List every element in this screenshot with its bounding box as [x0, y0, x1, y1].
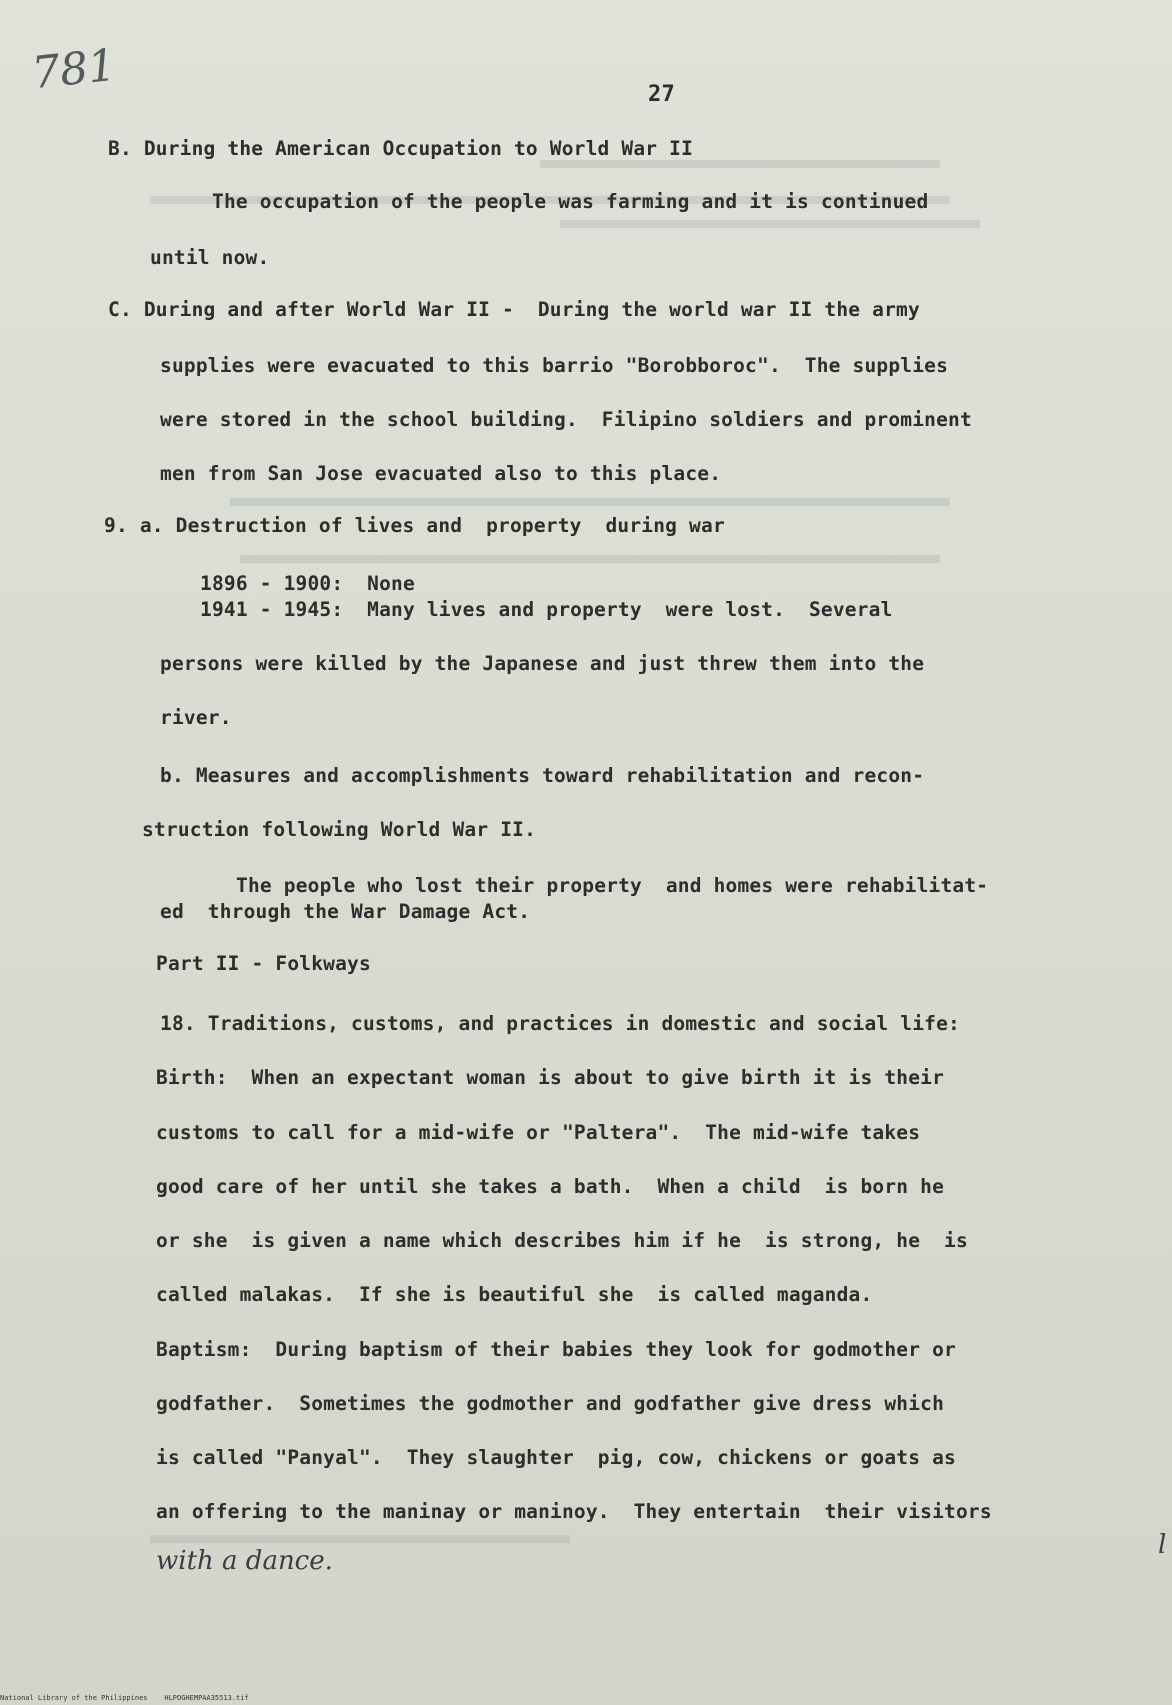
section-c-heading: C. During and after World War II - During the world war II the army	[108, 298, 920, 321]
section-c-text: were stored in the school building. Filipino soldiers and prominent	[160, 408, 972, 431]
question-9a-text: persons were killed by the Japanese and just threw them into the	[160, 652, 925, 675]
bleed-through-mark	[150, 1535, 570, 1543]
baptism-paragraph: is called "Panyal". They slaughter pig, cow, chickens or goats as	[156, 1446, 956, 1469]
question-9b-text: ed through the War Damage Act.	[160, 900, 531, 923]
section-b-heading: B. During the American Occupation to World War II	[108, 137, 694, 160]
birth-paragraph: called malakas. If she is beautiful she is called maganda.	[156, 1283, 873, 1306]
footer-source: National Library of the Philippines HLPOGHEMPAA35513.tif	[0, 1694, 249, 1702]
baptism-paragraph: godfather. Sometimes the godmother and godfather give dress which	[156, 1392, 945, 1415]
birth-paragraph: good care of her until she takes a bath. When a child is born he	[156, 1175, 945, 1198]
question-9a-heading: 9. a. Destruction of lives and property during war	[104, 514, 725, 537]
handwritten-closing-line: with a dance.	[156, 1546, 333, 1576]
birth-paragraph: customs to call for a mid-wife or "Paltera". The mid-wife takes	[156, 1121, 921, 1144]
question-18-heading: 18. Traditions, customs, and practices in domestic and social life:	[160, 1012, 960, 1035]
bleed-through-mark	[560, 220, 980, 228]
part-ii-heading: Part II - Folkways	[156, 952, 371, 975]
baptism-paragraph: Baptism: During baptism of their babies they look for godmother or	[156, 1338, 956, 1361]
question-9a-text: river.	[160, 706, 232, 729]
bleed-through-mark	[540, 160, 940, 168]
question-9b-text: struction following World War II.	[142, 818, 537, 841]
section-b-text: until now.	[150, 246, 270, 269]
section-c-text: men from San Jose evacuated also to this place.	[160, 462, 722, 485]
question-9a-row: 1941 - 1945: Many lives and property were lost. Several	[200, 598, 893, 621]
bleed-through-mark	[240, 555, 940, 563]
birth-paragraph: or she is given a name which describes him if he is strong, he is	[156, 1229, 968, 1252]
bleed-through-mark	[230, 498, 950, 506]
question-9b-text: The people who lost their property and homes were rehabilitat-	[236, 874, 989, 897]
birth-paragraph: Birth: When an expectant woman is about to give birth it is their	[156, 1066, 945, 1089]
section-b-text: The occupation of the people was farming and it is continued	[212, 190, 929, 213]
question-9b-heading: b. Measures and accomplishments toward rehabilitation and recon-	[160, 764, 925, 787]
section-c-text: supplies were evacuated to this barrio "Borobboroc". The supplies	[160, 354, 949, 377]
page-number: 27	[648, 82, 675, 107]
handwritten-mark: l	[1158, 1530, 1167, 1560]
handwritten-reference-number: 781	[29, 39, 119, 100]
question-9a-row: 1896 - 1900: None	[200, 572, 415, 595]
baptism-paragraph: an offering to the maninay or maninoy. They entertain their visitors	[156, 1500, 992, 1523]
